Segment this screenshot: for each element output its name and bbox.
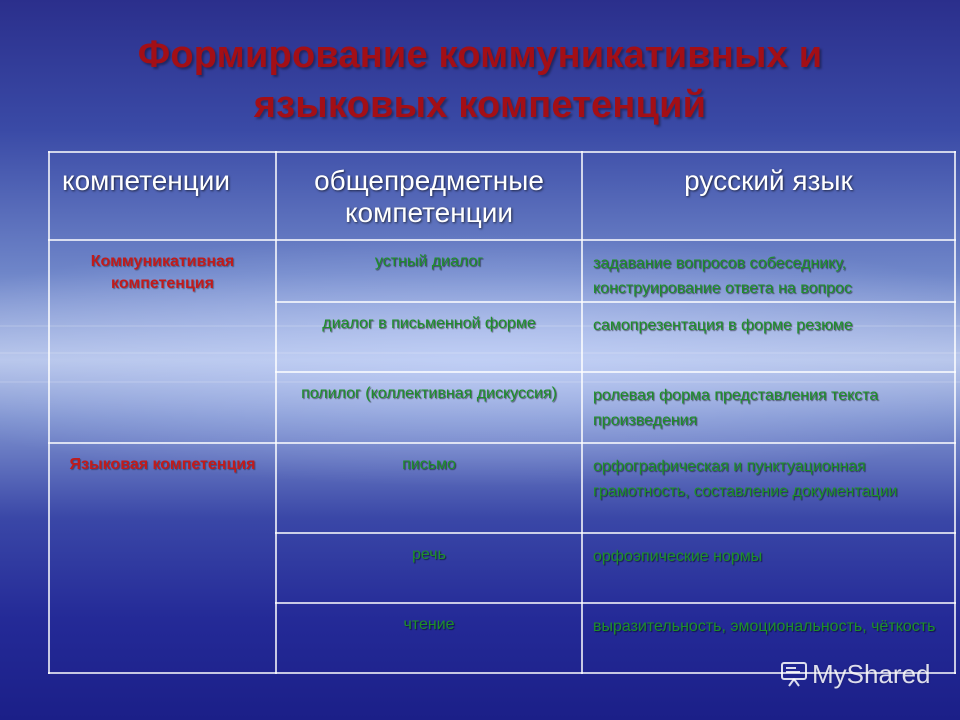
cell-russian-role-form: ролевая форма представления текста произведения [582,372,955,442]
slide-title-line-1: Формирование коммуникативных и [137,34,823,76]
cell-general-writing: письмо [276,443,582,533]
presentation-icon [780,660,808,688]
cell-general-reading: чтение [276,603,582,673]
competence-table [48,151,956,674]
watermark-text: MyShared [812,659,931,689]
slide-title [0,30,960,130]
cell-russian-resume: самопрезентация в форме резюме [582,302,955,372]
table-row [49,240,955,302]
cell-general-oral-dialog: устный диалог [276,240,582,302]
cell-russian-literacy: орфографическая и пунктуационная грамотность, составление документации [582,443,955,533]
cell-russian-expressiveness: выразительность, эмоциональность, чёткость [582,603,955,673]
cell-competence-language: Языковая компетенция [49,443,276,673]
cell-general-written-dialog: диалог в письменной форме [276,302,582,372]
myshared-watermark [780,656,950,692]
cell-competence-communicative: Коммуникативная компетенция [49,240,276,442]
cell-russian-orthoepic: орфоэпические нормы [582,533,955,603]
cell-russian-questions: задавание вопросов собеседнику, конструирование ответа на вопрос [582,240,955,302]
header-russian-language: русский язык [582,152,955,240]
table-row [49,443,955,533]
cell-general-polylog: полилог (коллективная дискуссия) [276,372,582,442]
competence-table-container [48,151,936,674]
slide-title-line-2: языковых компетенций [253,84,707,126]
header-general-competencies: общепредметные компетенции [276,152,582,240]
header-competencies: компетенции [49,152,276,240]
table-header-row [49,152,955,240]
cell-general-speech: речь [276,533,582,603]
